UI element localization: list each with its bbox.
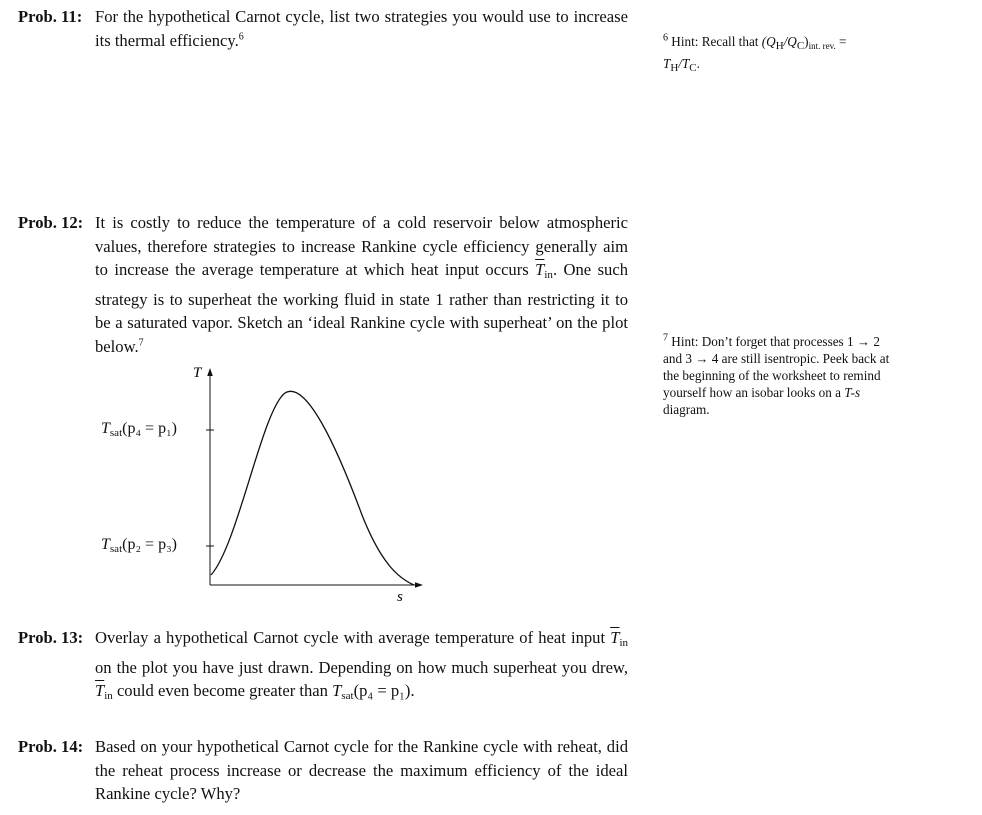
sidenote-7: $^7$ Hint: Don’t forget that processes 1 → 2 and 3 → 4 are still isentropic. Peek back at the beginning of the worksheet to remind yourself how an isobar looks on a T-s diagram. [663,332,890,417]
prob-14-label: Prob. 14: [18,737,84,756]
prob-14-text: Based on your hypothetical Carnot cycle for the Rankine cycle with reheat, did the reheat process increase or decrease the maximum efficiency of the ideal Rankine cycle? Why? [95,737,628,804]
tick-label-upper: $T_{sat}(p_4 = p_1)$ [101,420,177,439]
tick-label-lower: $T_{sat}(p_2 = p_3)$ [101,536,177,555]
x-axis-label: s [397,589,403,605]
sidenote-6: $^6$ Hint: Recall that $(Q_H/Q_C)_{int. rev.}$ = $T_H/T_C$. [663,32,847,74]
prob-14 [18,735,628,806]
prob-13-text: Overlay a hypothetical Carnot cycle with average temperature of heat input $\overline{T}_{in}$ on the plot you have just drawn. Depending on how much superheat you drew, $\overline{T}_{in}$ could even become greater than $T_{sat}(p_4 = p_1)$. [95,628,628,703]
footnote-mark-6: 6 [238,31,244,43]
prob-12-label: Prob. 12: [18,213,84,232]
footnote-mark-7: 7 [138,337,144,349]
prob-13 [18,626,628,709]
saturation-dome-curve [211,391,414,585]
x-axis-arrowhead [415,582,423,588]
prob-11-text: For the hypothetical Carnot cycle, list two strategies you would use to increase its thermal efficiency.$^6$ [95,7,628,50]
prob-12-text: It is costly to reduce the temperature of a cold reservoir below atmospheric values, therefore strategies to increase Rankine cycle efficiency generally aim to increase the average temperature at which heat input occurs $\overline{T}_{in}$. One such strategy is to superheat the working fluid in state 1 rather than restricting it to be a saturated vapor. Sketch an ‘ideal Rankine cycle with superheat’ on the plot below.$^7$ [95,213,628,356]
prob-11-label: Prob. 11: [18,7,83,26]
prob-13-label: Prob. 13: [18,628,84,647]
y-axis-label: T [193,365,202,381]
y-axis-arrowhead [207,368,213,376]
